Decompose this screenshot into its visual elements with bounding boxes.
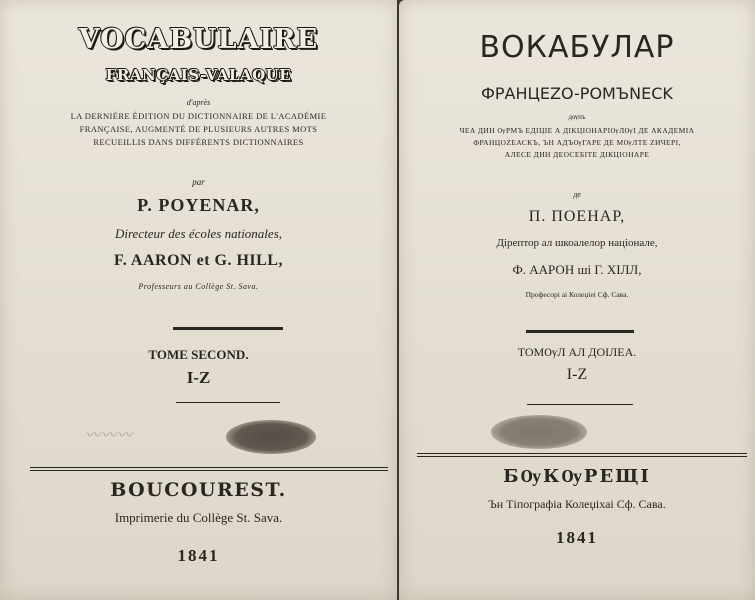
right-author: П. ПОЕНАР, [528, 208, 626, 225]
left-par: par [192, 177, 205, 187]
right-author-role: Дірептор ал шкоалелор націонале, [496, 237, 658, 249]
right-page [399, 0, 755, 600]
right-rule-double [417, 453, 747, 457]
left-subtitle: FRANÇAIS-VALAQUE [105, 66, 292, 84]
left-edition-line-3: RECUEILLIS DANS DIFFÉRENTS DICTIONNAIRES [93, 137, 304, 147]
right-edition-line-3: АЛЕСЕ ДИН ДЕОСЕБІТЕ ДІКЦІОНАРЕ [504, 150, 650, 159]
right-par: де [573, 190, 581, 199]
left-rule-double [30, 467, 388, 471]
left-ownership-scribble: 〰︎〰︎〰︎ [85, 426, 134, 444]
right-tome: ТОМѸЛ АЛ ДОІЛЕА. [517, 345, 637, 359]
left-edition-line-1: LA DERNIÈRE ÉDITION DU DICTIONNAIRE DE L'ACADÉMIE [70, 111, 327, 121]
left-tome: TOME SECOND. [148, 347, 249, 362]
right-ink-stamp [491, 415, 587, 449]
left-coauthors-role: Professeurs au Collège St. Sava. [138, 282, 259, 291]
left-coauthors: F. AARON et G. HILL, [114, 252, 283, 269]
left-printer: Imprimerie du Collège St. Sava. [114, 510, 283, 525]
left-ink-stamp [226, 420, 316, 454]
right-edition-line-1: ЧЕА ДИН ѸРМЪ ЕДІЦІЕ А ДІКЦІОНАРІѸЛѸІ ДЕ АКАДЕМІА [459, 126, 695, 135]
left-author-role: Directeur des écoles nationales, [114, 226, 283, 241]
right-d-apres: дѹпъ [568, 113, 586, 121]
right-subtitle: ФРАНЦЕZO-РОМЪNECK [481, 84, 673, 103]
left-title: VOCABULAIRE [78, 24, 319, 55]
right-title: ВОКАБУЛАР [479, 30, 675, 65]
right-rule-lower [527, 404, 633, 405]
left-place: BOUCOUREST. [110, 479, 287, 501]
right-place: БѸКѸРЕЩІ [503, 466, 651, 487]
left-year: 1841 [177, 546, 220, 565]
right-printer: Ън Тіпографіа Колеџіхаі Сф. Сава. [488, 497, 666, 511]
left-rule-upper [173, 327, 283, 330]
left-author: P. POYENAR, [137, 195, 260, 215]
left-d-apres: d'après [186, 98, 211, 107]
left-edition-line-2: FRANÇAISE, AUGMENTÉ DE PLUSIEURS AUTRES MOTS [79, 124, 318, 134]
right-rule-upper [526, 330, 634, 333]
left-range: I-Z [186, 368, 211, 387]
right-coauthors-role: Професорі аі Колеџіеі Сф. Сава. [525, 290, 629, 299]
left-rule-lower [176, 402, 280, 403]
right-coauthors: Ф. ААРОН ші Г. ХІЛЛ, [512, 262, 642, 277]
right-edition-line-2: ФРАНЦОZЕАСКЪ, ЪН АДЪѸГАРЕ ДЕ МѸЛТЕ ZИЧЕРІ, [473, 138, 681, 147]
right-year: 1841 [556, 528, 598, 547]
right-range: I-Z [566, 366, 588, 383]
